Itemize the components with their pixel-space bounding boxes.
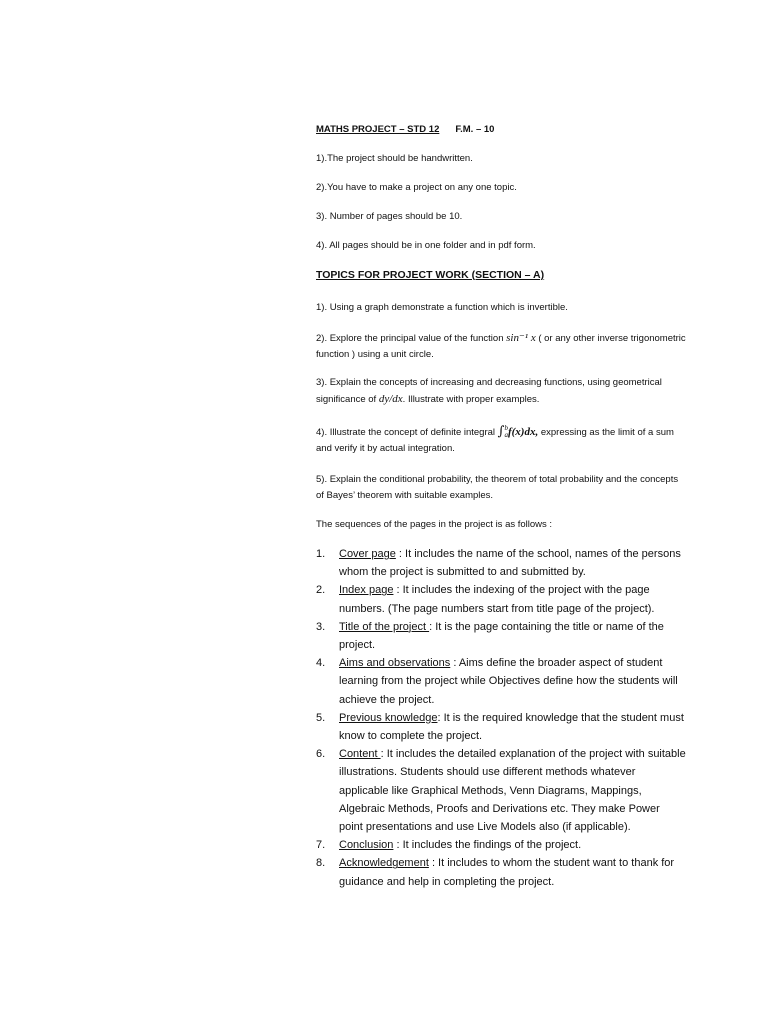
list-item [316,654,686,709]
item-term: Conclusion [339,839,394,852]
item-text: : It includes the indexing of the project with the page numbers. (The page numbers start from title page of the project). [339,584,655,615]
sequence-list [316,545,686,891]
topic-4 [316,424,686,457]
full-marks: F.M. – 10 [455,124,495,135]
item-number: 4. [316,657,326,670]
item-term: Acknowledgement [339,857,429,870]
instruction-3: 3). Number of pages should be 10. [316,211,463,222]
item-text: : It is the required knowledge that the student must know to complete the project. [339,711,684,743]
list-item [316,745,686,836]
item-number: 6. [316,748,326,761]
integral-upper-limit: b [504,424,508,433]
item-number: 7. [316,839,326,852]
integral-lower-limit: a [504,431,508,440]
item-term: Previous knowledge [339,711,438,724]
list-item [316,581,686,617]
topic-4-math: f(x)dx, [507,426,539,438]
list-item [316,709,686,745]
item-text: : It includes the findings of the project. [393,839,582,852]
list-item [316,618,686,654]
topic-2-math: sin⁻¹ x [506,332,536,344]
section-heading: TOPICS FOR PROJECT WORK (SECTION – A) [316,269,545,281]
list-item [316,836,686,854]
list-item [316,545,686,581]
item-term: Index page [339,584,394,597]
topic-3 [316,375,686,408]
item-text: : It includes the detailed explanation of the project with suitable illustrations. Students should use different methods whatever applicable like Graphical Methods, Venn Diagrams, Mappings, Algebraic Methods, Proofs and Derivations etc. They make Power point presentations and use Live Models also (if applicable). [339,748,686,834]
item-number: 8. [316,857,326,870]
instruction-4: 4). All pages should be in one folder and in pdf form. [316,240,536,251]
item-term: Cover page [339,548,396,560]
topic-3-math: dy/dx [378,393,403,405]
item-number: 5. [316,711,326,724]
instruction-1: 1).The project should be handwritten. [316,153,473,164]
topic-2 [316,330,686,363]
topic-3-pre: 3). Explain the concepts of increasing and decreasing functions, using geometrical significance of [316,377,662,405]
topic-4-pre: 4). Illustrate the concept of definite integral [316,427,498,438]
item-text: : It includes the name of the school, names of the persons whom the project is submitted to and submitted by. [339,548,681,579]
item-term: Title of the project [339,620,430,633]
item-text: : Aims define the broader aspect of student learning from the project while Objectives define how the students will achieve the project. [339,657,678,706]
topic-2-post: ( or any other inverse trigonometric function ) using a unit circle. [316,333,686,360]
item-text: : It includes to whom the student want to thank for guidance and help in completing the project. [339,857,675,888]
topic-4-post: expressing as the limit of a sum and verify it by actual integration. [316,427,674,454]
sequence-intro: The sequences of the pages in the project is as follows : [316,519,553,530]
item-term: Content [339,748,381,761]
item-number: 3. [316,620,326,633]
item-term: Aims and observations [339,657,451,670]
item-number: 1. [316,548,326,560]
title-text: MATHS PROJECT – STD 12 [316,124,440,135]
integral-sign: ∫ [497,424,505,439]
topic-2-pre: 2). Explore the principal value of the function [316,333,507,344]
topic-1: 1). Using a graph demonstrate a function which is invertible. [316,302,568,313]
item-number: 2. [316,584,326,597]
document-title [316,122,686,138]
topic-5: 5). Explain the conditional probability, the theorem of total probability and the concepts of Bayes’ theorem with suitable examples. [316,474,679,501]
item-text: : It is the page containing the title or name of the project. [339,620,664,652]
instruction-2: 2).You have to make a project on any one topic. [316,182,517,193]
topic-3-post: . Illustrate with proper examples. [402,394,540,405]
list-item [316,854,686,890]
